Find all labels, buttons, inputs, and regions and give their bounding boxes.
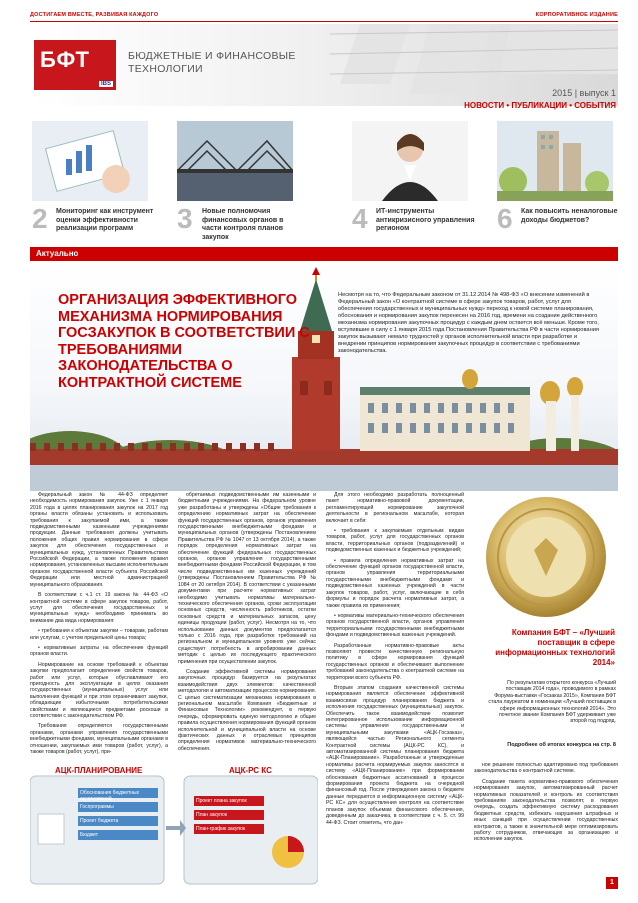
system-diagram: [30, 766, 318, 886]
teaser-page-1: 2: [32, 203, 48, 234]
tagline: ДОСТИГАЕМ ВМЕСТЕ, РАЗВИВАЯ КАЖДОГО: [30, 12, 159, 18]
teaser-image-4: [497, 121, 613, 201]
paragraph: • нормативные затраты на обеспечение функций органов власти.: [30, 644, 168, 658]
company-logo: [34, 40, 116, 90]
teaser-image-2: [177, 121, 293, 201]
brand-line-1: БЮДЖЕТНЫЕ И ФИНАНСОВЫЕ: [128, 50, 296, 62]
teaser-link-2[interactable]: Новые полномочия финансовых органов в части контроля планов закупок: [202, 208, 284, 241]
diagram-left-item-1: Обоснования бюджетных ассигнований: [80, 790, 140, 802]
diagram-right-item-3: План-график закупок: [196, 826, 246, 832]
diagram-left-item-2: Госпрограммы: [80, 804, 114, 810]
paragraph: Для этого необходимо разработать полноценный пакет нормативно-правовой документации, регламентирующей нормирование закупочной деятельности в региональном масштабе, которая включает в себя:: [326, 492, 464, 524]
diagram-right-item-1: Проект плана закупок: [196, 798, 247, 804]
article-lead: Несмотря на то, что Федеральным законом от 31.12.2014 № 498-ФЗ «О внесении изменений в Федеральный закон «О контрактной системе в сфере закупок товаров, работ, услуг для обеспечения государственных и муниципальных нужд» переход к новой системе планирования, обоснования и нормирования закупок перенесен на 2016 год, времени на создание действенного механизма нормирования закупочных процедур с каждым днем остается всё меньше. Кроме того, вступившие в силу с 1 января 2015 года Постановления Правительства РФ в части нормирования закупок вызывают немало трудностей у органов исполнительной власти при разработке и внедрении принципов нормирования закупочных процедур в соответствии с требованиями законодательства.: [338, 292, 599, 354]
paragraph: Вторым этапом создания качественной системы нормирования является обеспечение эффективной взаимосвязи процедур планирования бюджета и исполнения государственных (муниципальных) закупок. Обеспечить такое взаимодействие позволит интегрированное использование информационной системы управления государственными и муниципальными закупками «АЦК-Госзаказ», являющейся частью Регионального сегмента Контрактной системы (АЦК-РС КС), и автоматизированной системы планирования бюджета «АЦК-Планирование». Разработанные и утвержденные нормативы расчета нормируемых закупок заносятся в систему «АЦК-Планирование» при формировании обоснования бюджетных ассигнований в процессе формирования проекта бюджета на очередной финансовый год. После утверждения закона о бюджете данные передаются в информационную систему «АЦК-РС КС» для осуществления контроля на соответствие планов закупок объемам финансового обеспечения, доведенным до заказчика, в соответствии с ч. 5. ст. 99 44-ФЗ. Стоит отметить, что дан-: [326, 684, 464, 826]
teaser-page-3: 4: [352, 203, 368, 234]
teaser-page-4: 6: [497, 203, 513, 234]
diagram-left-title: АЦК-ПЛАНИРОВАНИЕ: [52, 766, 145, 775]
paragraph: ное решение полностью адаптировано под требования законодательства о контрактной системе.: [474, 762, 618, 775]
section-label: Актуально: [36, 249, 79, 258]
section-bar: [30, 247, 618, 261]
brand-name: [128, 50, 296, 76]
award-medal-image: [474, 490, 618, 624]
teaser-image-3: [352, 121, 468, 201]
section-tags: НОВОСТИ • ПУБЛИКАЦИИ • СОБЫТИЯ: [464, 101, 616, 110]
article-column-3: [326, 492, 464, 830]
diagram-left-item-4: Бюджет: [80, 832, 99, 838]
logo-text: БФТ: [40, 47, 90, 72]
top-divider: [30, 21, 618, 22]
article-headline: ОРГАНИЗАЦИЯ ЭФФЕКТИВНОГО МЕХАНИЗМА НОРМИРОВАНИЯ ГОСЗАКУПОК В СООТВЕТСТВИИ С ТРЕБОВАНИЯМИ ЗАКОНОДАТЕЛЬСТВА О КОНТРАКТНОЙ СИСТЕМЕ: [58, 292, 310, 391]
paragraph: Создание пакета нормативно-правового обеспечения нормирования закупок, автоматизированный расчет нормативных показателей и контроль их соответствия требованиям законодательства позволят, в первую очередь, создать эффективную систему расходования бюджетных средств, избежать нарушения штрафных и иных санкций при осуществлении государственных контрактов, а также в значительной мере оптимизировать работу сотрудников, отвечающих за организацию и исполнение закупок.: [474, 778, 618, 843]
paragraph: Федеральный закон № 44-ФЗ определяет необходимость нормирования закупок. Уже с 1 января 2016 года в целях планирования закупок на 2017 год органы власти обязаны установить и использовать требования к закупаемой ими, а также подведомственными казенными учреждениями продукции. Данные требования должны учитывать положения общих правил нормирования в сфере закупок для обеспечения государственных и муниципальных нужд, установленных Правительством Российской Федерации, а также положения правил нормирования, установленных высшим исполнительным органом государственной власти субъекта Российской Федерации или местной администрацией муниципального образования.: [30, 492, 168, 588]
paragraph: Нормирование на основе требований к объектам закупки предполагает определение свойств товаров, работ или услуг, которые обуславливают его пригодность для эксплуатации в целях оказания государственных (муниципальных) услуг или выполнения функций и при этом ограничивают закупки, обладающие избыточными потребительскими свойствами и являющиеся предметами роскоши в соответствии с законодательством РФ.: [30, 661, 168, 719]
paragraph: • требования к закупаемым отдельным видам товаров, работ, услуг для государственных органов власти, территориальных органов (подразделений) и подведомственных казенных и бюджетных учреждений;: [326, 528, 464, 554]
diagram-right-item-2: План закупок: [196, 812, 227, 818]
teaser-link-1[interactable]: Мониторинг как инструмент оценки эффективности реализации программ: [56, 208, 154, 232]
paragraph: Требования определяются государственными органами, органами управления государственными внебюджетными фондами, муниципальными органами в отношении, закупаемых ими товаров (работ, услуг), а также товаров (работ, услуг), при-: [30, 723, 168, 756]
brand-line-2: ТЕХНОЛОГИИ: [128, 63, 203, 75]
paragraph: Создание эффективной системы нормирования закупочных процедур базируется на результатах взаимодействия двух элементов: качественной методологии и автоматизации процессов нормирования. С целью систематизации механизма нормирования в региональном масштабе Компания «Бюджетные и Финансовые Технологии» рекомендует, в первую очередь, сформировать единую методологию и общие правила осуществления нормирования функций органов исполнительной и муниципальной власти на основе фактических данных и отраслевых принципов определения нормативов материально-технического обеспечения.: [178, 668, 316, 752]
header-graphic: [30, 24, 618, 106]
paragraph: • нормативы материально-технического обеспечения органов государственной власти, органов управления территориальными государственными внебюджетными фондами и подведомственных казенных учреждений.: [326, 612, 464, 639]
teaser-image-1: [32, 121, 148, 201]
page-number: 1: [606, 877, 618, 889]
paragraph: • требования к объектам закупки – товарам, работам или услугам, с учетом предельной цены товара;: [30, 628, 168, 641]
article-column-4: [474, 762, 618, 847]
teaser-link-4[interactable]: Как повысить неналоговые доходы бюджетов?: [521, 208, 618, 224]
paragraph: • правила определения нормативных затрат на обеспечение функций органов государственной власти, органов управления территориальными государственными внебюджетными фондами и подведомственных казенных учреждений в части закупок товаров, работ, услуг, включающие в себя формулы и порядок расчета нормативных затрат, а также правила их применения;: [326, 557, 464, 609]
logo-badge: IBS: [100, 81, 111, 87]
diagram-background: [30, 766, 318, 886]
award-title: Компания БФТ – «Лучший поставщик в сфере информационных технологий 2014»: [495, 628, 615, 667]
teaser-page-2: 3: [177, 203, 193, 234]
diagram-right-title: АЦК-РС КС: [226, 766, 275, 775]
article-column-1: [30, 492, 168, 759]
article-column-2: [178, 492, 316, 756]
award-text: По результатам открытого конкурса «Лучший поставщик 2014 года», проводимого в рамках Форума-выставки «Госзаказ 2015», Компания БФТ стала лауреатом в номинации «Лучший поставщик в сфере информационных технологий 2014». Это почетное звание Компания БФТ удерживает уже второй год подряд.: [488, 680, 616, 725]
diagram-left-item-3: Проект бюджета: [80, 818, 119, 824]
teaser-link-3[interactable]: ИТ-инструменты антикризисного управления регионом: [376, 208, 475, 232]
paragraph: В соответствии с ч.1 ст. 19 закона № 44-ФЗ «О контрактной системе в сфере закупок товаров, работ, услуг для обеспечения государственных и муниципальных нужд» необходимо принимать во внимание два вида нормирования:: [30, 592, 168, 624]
issue-number: 2015 | выпуск 1: [552, 88, 616, 98]
paragraph: Разработанные нормативно-правовые акты позволяют провести качественную региональную политику в сфере нормирования функций государственных органов и обеспечивают выполнение требований законодательства о контрактной системе на территории всего субъекта РФ.: [326, 642, 464, 681]
award-more-link[interactable]: Подробнее об итогах конкурса на стр. 8: [507, 742, 616, 748]
edition-label: КОРПОРАТИВНОЕ ИЗДАНИЕ: [535, 12, 618, 18]
paragraph: обретаемых подведомственными им казенными и бюджетными учреждениями. На федеральном уровне уже разработаны и утверждены «Общие требования к определению нормативных затрат на обеспечение функций государственных органов, органов управления государственными внебюджетными фондами и муниципальных органов (утверждены Постановлением Правительства РФ № 1047 от 13 октября 2014), а также порядок определения нормативных затрат на обеспечение функций федеральных государственных органов, органов управления государственными внебюджетными фондами Российской Федерации, в том числе подведомственных им казенных учреждений (утверждены Постановлением Правительства РФ № 1084 от 20 октября 2014). В соответствии с указанными документами при расчете нормативных затрат необходимо учитывать нормативы материально-технического обеспечения органов, сроки эксплуатации основных средств, численность работников, остатки основных средств и материальных запасов, цену единицы продукции (работ, услуг). Несмотря на то, что использование данных документов предполагается только с 2016 года, при разработке требований на региональном и муниципальном уровнях уже сейчас существует потребность в апробировании данных методик с целью их последующего практического применения при осуществлении закупок.: [178, 492, 316, 665]
